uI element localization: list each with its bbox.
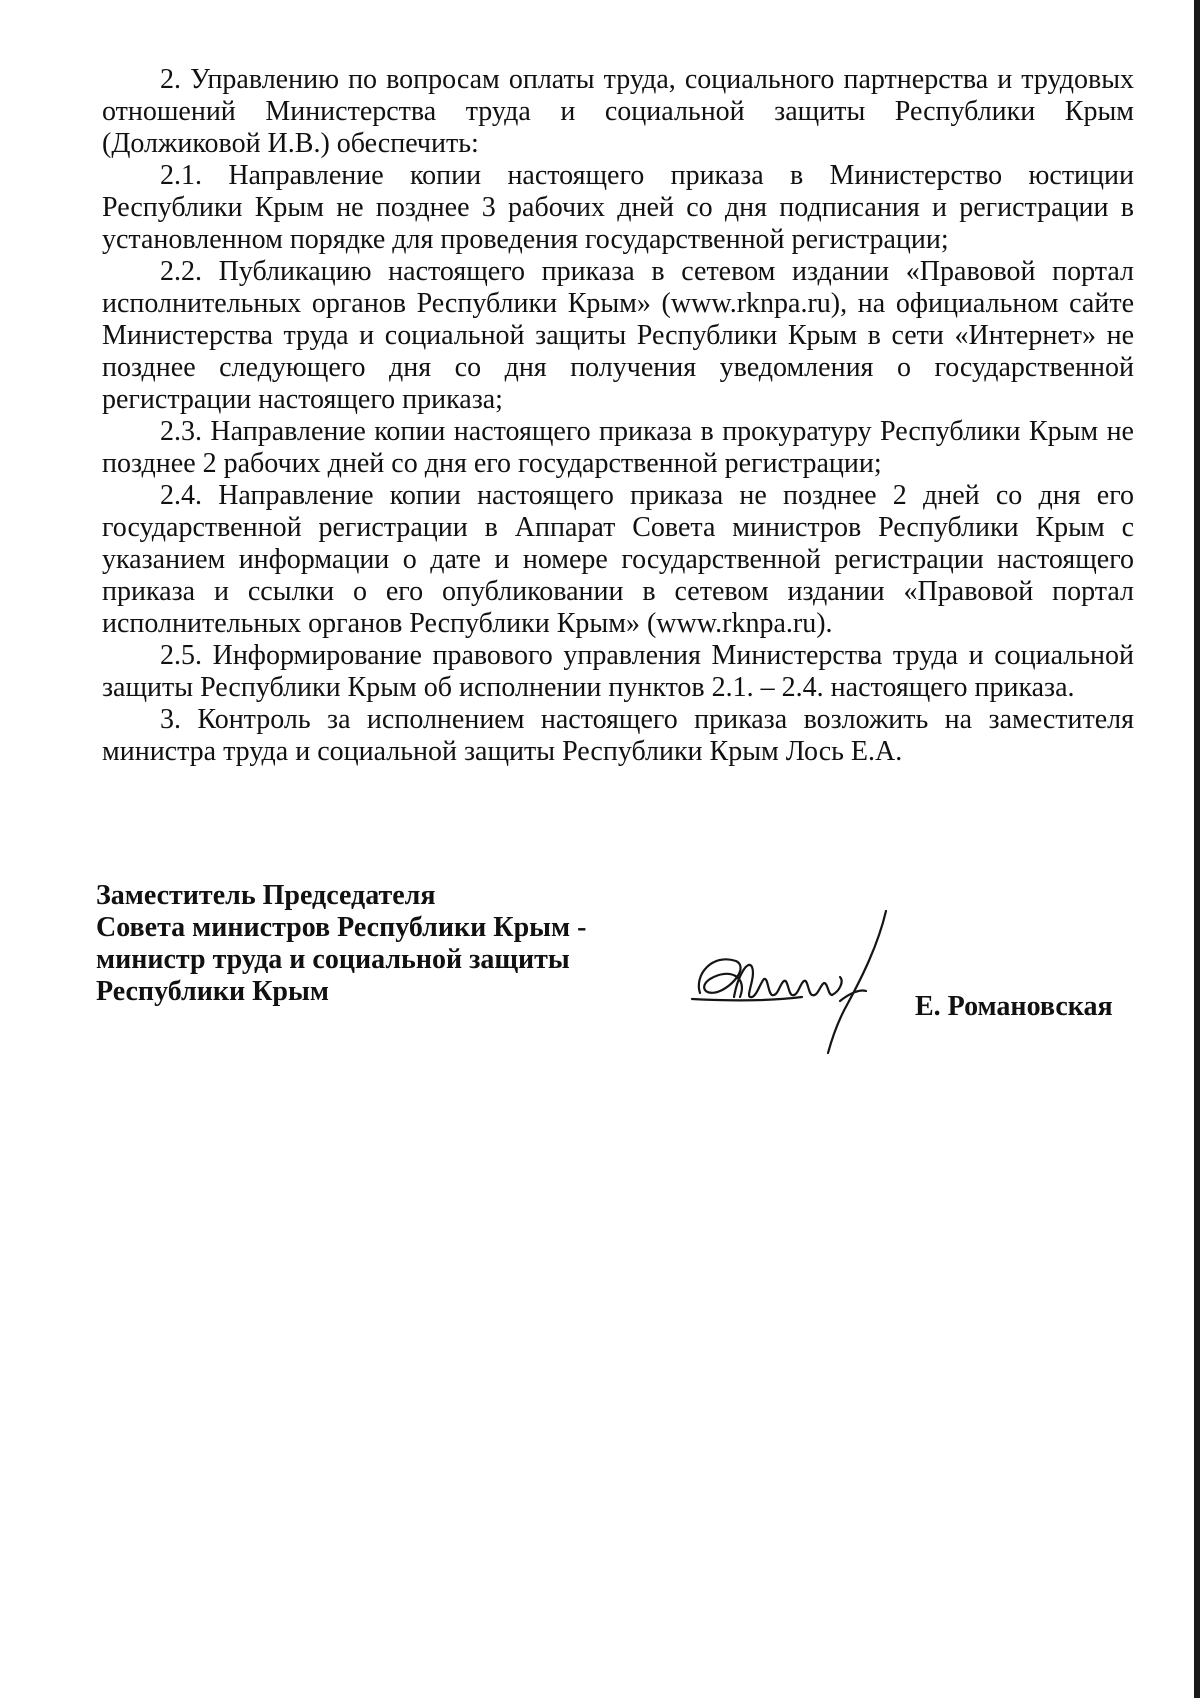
paragraph-2-5: 2.5. Информирование правового управления Министерства труда и социальной защиты Республики Крым об исполнении пунктов 2.1. – 2.4. настоящего приказа. <box>102 640 1134 703</box>
position-line: Совета министров Республики Крым - <box>96 912 587 943</box>
paragraph-2-3: 2.3. Направление копии настоящего приказа в прокуратуру Республики Крым не позднее 2 рабочих дней со дня его государственной регистрации; <box>102 416 1134 479</box>
signatory-position <box>96 880 656 1008</box>
position-line: Заместитель Председателя <box>96 880 436 911</box>
paragraph-2-4: 2.4. Направление копии настоящего приказа не позднее 2 дней со дня его государственной регистрации в Аппарат Совета министров Республики Крым с указанием информации о дате и номере государственной регистрации настоящего приказа и ссылки о его опубликовании в сетевом издании «Правовой портал исполнительных органов Республики Крым» (www.rknpa.ru). <box>102 480 1134 639</box>
signer-name: Е. Романовская <box>915 991 1113 1022</box>
position-line: министр труда и социальной защиты <box>96 944 570 975</box>
order-body <box>102 64 1134 768</box>
paragraph-2-2: 2.2. Публикацию настоящего приказа в сетевом издании «Правовой портал исполнительных органов Республики Крым» (www.rknpa.ru), на официальном сайте Министерства труда и социальной защиты Республики Крым в сети «Интернет» не позднее следующего дня со дня получения уведомления о государственной регистрации настоящего приказа; <box>102 256 1134 415</box>
paragraph-2-1: 2.1. Направление копии настоящего приказа в Министерство юстиции Республики Крым не позднее 3 рабочих дней со дня подписания и регистрации в установленном порядке для проведения государственной регистрации; <box>102 160 1134 255</box>
scan-edge <box>1194 0 1200 1698</box>
paragraph-2: 2. Управлению по вопросам оплаты труда, социального партнерства и трудовых отношений Министерства труда и социальной защиты Республики Крым (Должиковой И.В.) обеспечить: <box>102 64 1134 159</box>
handwritten-signature <box>690 905 900 1055</box>
position-line: Республики Крым <box>96 976 329 1007</box>
paragraph-3: 3. Контроль за исполнением настоящего приказа возложить на заместителя министра труда и социальной защиты Республики Крым Лось Е.А. <box>102 704 1134 767</box>
